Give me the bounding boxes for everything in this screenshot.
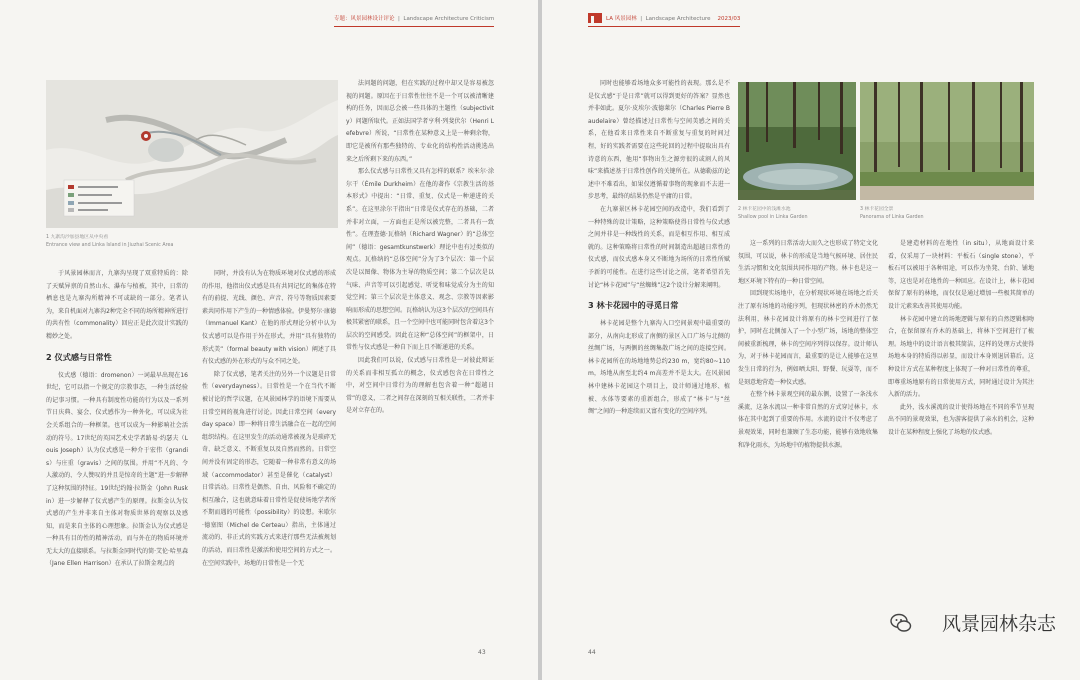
page-number: 44 xyxy=(588,649,596,656)
text-column-1 xyxy=(588,78,730,652)
paragraph: 同时，并没有认为在物质环境对仪式感的形成的作用，他指出仪式感是具有共同记忆的集体在特有的前提、光线、颜色、声音、符号等物质因素要素共同作用下产生的一种情感体验。伊曼努尔·康德（Immanuel Kant）在他的形式理论分析中认为仪式感可以是作用于外在形式，并用“具有独特的形式美”（formal beauty with vision）阐述了具有仪式感的外在形式的与众不同之处。 xyxy=(202,270,336,366)
caption-cn: 2 林卡花园中的浅滩水池 xyxy=(738,207,791,212)
wechat-icon xyxy=(890,612,912,634)
paragraph: 仪式感（德语：dromenon）一词最早出现在16世纪，它可以指一个规定的宗教事态，一种生活经验的记事习惯。一种具有制度性功能的行为以及一系列节日庆典、宴会、仪式感作为一种外化，可以成为社会关系组合的一种框架。也可以成为一种影响社会活动的符号。17世纪的英国艺术史学者路易·约瑟夫（Louis Joseph）认为仪式感是一种介于宏伟（grandis）与庄重（gravis）之间的氛围。并用“不凡的、令人激动的、令人赞叹的并且是惊奇的主题”进一步解释了这种氛围的特征。19世纪约翰·拉斯金（John Ruskin）进一步解释了仪式感产生的原理。拉斯金认为仪式感的产生并非来自主体对物质世界的观察以及感知，而是来自主体的心理想象。拉斯金认为仪式感是一种具有目的性的精神活动，而与外在的物质环境并无太大的直接联系。与拉斯金同时代的简·艾伦·哈里森（Jane Ellen Harrison）在承认了拉斯金观点的 xyxy=(46,371,188,568)
caption-cn: 1 九寨沟沙加县地区从中央看 xyxy=(46,235,109,240)
paragraph: 那么仪式感与日常性又具有怎样的联系？埃米尔·涂尔干（Émile Durkheim）在他的著作《宗教生活的基本形式》中提出：“日常、重复、仪式是一种递进的关系”。在这里涂尔干指出“日常是仪式存在的基础，二者并非对立面，一方面也正是所以被完整，二者具有一致性”。在理查德·瓦格纳（Richard Wagner）的“总体空间”（德语：gesamtkunstwerk）理论中也有过类似的观点。瓦格纳的“总体空间”分为了3个层次：第一个层次是以图像、物体为主导的物质空间；第二个层次是以气味、声音等可以引起感觉、听觉和味觉成分为主的知觉空间；第三个层次是主体意义、观念、宗教等因素影响而形成的思想空间。瓦格纳认为这3个层次的空间具有极其紧密的联系，且一个空间中也可能同时包含着这3个层次的空间感受。因此在这种“总体空间”的框架中，日常性与仪式感是一种自下而上且不断递进的关系。 xyxy=(346,168,494,352)
page-number: 43 xyxy=(478,649,486,656)
paragraph: 林卡花园中建立的场地逻辑与原有的自然逻辑相吻合，在保留原有乔木的基础上，将林下空间进行了梳理。场地中的设计语言极其简洁，这样的处理方式使得场地本身的特质得以彰显，而设计本身则退居幕后。这种设计方式在某种程度上体现了一种对日常性的尊重，即尊重场地原有的日常使用方式，同时通过设计为其注入新的活力。 xyxy=(888,315,1034,399)
paragraph: 于风景园林而言，九寨沟呈现了双重特质的：除了天赋异禀的自然山水、瀑布与植被，其中，日常的栖息也是九寨沟所精神不可或缺的一部分。笔者认为，来自机面对九寨沟2种完全不同的场所精神所进行的共有性（commonality）回应正是此次设计实践的精妙之处。 xyxy=(46,270,188,340)
paragraph: 同时也能够看场地众多可能性的表现。那么是不是仪式感“于是日常”就可以得到更好的答案？显然也并非如此。夏尔·皮埃尔·波德莱尔（Charles Pierre Baudelaire）曾经描述过日常性与空间美感之间的关系，在他看来日常性来自不断重复与重复的时间过程，好的实践者需要在这些轮回的过程中提取出具有诗意的东西，他用“事物出生之源旁很的或割人的风味”来描述基于日常性创作的关键所在。从德勒兹的论述中不难看出，如果仅遵循着事物的现象而不去进一步思考，最终的结果仍然是平庸的日常。 xyxy=(588,80,730,201)
header-rule xyxy=(334,26,494,27)
left-page xyxy=(0,0,538,680)
text-column-2 xyxy=(738,238,878,652)
paragraph: 在整个林卡景观空间的最东侧，设置了一条浅水溪流，这条水流以一种非常自然的方式穿过林卡，水体在其中起到了重要的作用。水流的设计不仅考虑了景观效果，同时也兼顾了生态功能，能够有效地收集和净化雨水，为场地中的植物提供水源。 xyxy=(738,391,878,449)
text-column-3 xyxy=(888,238,1034,604)
section-label: 专题：风景园林设计评论 xyxy=(334,16,395,22)
issue-number: 2023/03 xyxy=(717,16,741,22)
figure-3-caption xyxy=(860,206,1034,222)
text-column-1 xyxy=(46,268,188,652)
figure-2-caption xyxy=(738,206,856,222)
la-logo xyxy=(588,13,602,23)
paragraph: 除了仪式感，笔者关注的另外一个议题是日常性（everydayness）。日常性是一个在当代不断被讨论的哲学议题，在风景园林学的语境下需要从日常空间的视角进行讨论。因此日常空间（everyday space）即一种将日常生活融合在一起的空间组织结构。在这里发生的活动通常被视为是琐碎无奇、缺乏意义、不断重复以及自然而然的。日常空间并没有固定的形态，它随着一种非常有意义的场域（accommodator）甚至是催化（catalyst）日常活动。日常性是偶然、自由、风险和不确定的相互融合，这也就意味着日常性是促使场地学者所不期而遇的可能性（possibility）的设想。米歇尔·德塞图（Michel de Certeau）指出，主体通过流动的、非正式的实践方式来进行那些无法被规划的活动，而日常性是激活和使用空间的方式之一。在空间实践中，场地的日常性是一个无 xyxy=(202,370,336,567)
brand-label: LA 风景园林 xyxy=(606,16,637,22)
paragraph: 这一系列的日常活动大而久之也形成了特定文化氛围，可以说，林卡的形成是当地气候环境、居住民生活习惯和文化氛围共同作用的产物。林卡也是这一地区环境下特有的一种日常空间。 xyxy=(738,240,878,285)
paragraph: 是建造材料的在地性（in situ），从地面设计来看，仅采用了一块材料：平板石（single stone），平板石可以被用于各种用途，可以作为坐凳、台阶、铺地等，这也是对在地性的一种回应。在设计上，林卡花园保留了原有的林地，而仅仅是通过增加一些极其简单的设计元素来改善其使用功能。 xyxy=(888,240,1034,310)
paragraph: 因此我们可以说，仪式感与日常性是一对彼此辩证的关系而非相互孤立的概念，仪式感包含在日常性之中，对空间中日常行为的理解也包含着一种“超越日常”的意义，二者之间存在深刻的互相关联性，二者并非是对立存在的。 xyxy=(346,357,494,415)
text-column-3 xyxy=(346,78,494,652)
section-heading: 3 林卡花园中的寻觅日常 xyxy=(588,300,679,311)
site-map-drawing xyxy=(46,80,338,228)
running-header: 专题：风景园林设计评论 | Landscape Architecture Criticism xyxy=(334,16,495,22)
paragraph: 法问题的问题，但在实践的过程中却又是容易被忽视的问题。原因在于日常性往往不是一个可以被清晰建构的任务，因而总会被一些具体的主题性（subjectivity）问题所取代。正如法国学者亨利·列斐伏尔（Henri Lefebvre）所说，“日常性在某种意义上是一种剩余物，即它是被所有那些独特的、专业化的结构性活动挑选出来之后所剩下来的东西。” xyxy=(346,80,494,163)
watermark-text: 风景园林杂志 xyxy=(941,613,1056,635)
paragraph: 林卡花园是整个九寨沟入口空间景观中最重要的部分，从南向北形成了南侧的景区入口广场与北侧的丝绸广场，与两侧的丝绸集散广场之间的连接空间。林卡花园所在的场地地势总约230 m，宽约80~110 m，场地从南至北约4 m高差并不是太大。在风景园林中建林卡花园这个项目上，设计师通过地形、植被、水体等要素的重新组合，形成了“林卡”与“丝绸”之间的一种连续而又富有变化的空间序列。 xyxy=(588,320,730,416)
paragraph: 在九寨景区林卡花园空间的改造中，我们看到了一种特殊的设计策略，这种策略使得日常性与仪式感之间并非是一种线性的关系，而是相互作用、相互成就的。这种策略将日常性的时间制造出超越日常性的仪式感，而仪式感本身又不断地为场所的日常性所赋予新的可能性。在进行这些讨论之前，笔者希望首先讨论“林卡花园”与“丝蜘蛛”这2个设计分解来阐明。 xyxy=(588,205,730,289)
photo-shallow-pool xyxy=(738,82,856,200)
header-title-en: Landscape Architecture Criticism xyxy=(403,16,495,22)
caption-en: Panorama of Linka Garden xyxy=(860,215,924,220)
header-rule xyxy=(588,26,740,27)
photo-image xyxy=(860,82,1034,200)
photo-image xyxy=(738,82,856,200)
running-header: LA 风景园林 | Landscape Architecture 2023/03 xyxy=(606,16,741,22)
paragraph: 此外，浅水溪流的设计使得场地在不同的季节呈现出不同的景观效果，也为游客提供了亲水的机会，这种设计在某种程度上强化了场地的仪式感。 xyxy=(888,403,1034,436)
text-column-2 xyxy=(202,268,336,652)
right-page xyxy=(542,0,1080,680)
caption-en: Entrance view and Linka Island in Jiuzhai Scenic Area xyxy=(46,243,174,248)
caption-cn: 3 林卡花园全景 xyxy=(860,207,894,212)
caption-en: Shallow pool in Linka Garden xyxy=(738,215,808,220)
paragraph: 回到现实场地中，在分析现状环境在场地之后关注了原有场地的功能序列，但现状林密的乔木仍然无法利用，林卡花园设计将原有的林卡空间进行了保护，同时在北侧加入了一个小型广场，场地的整体空间被重新梳理，林卡的空间序列得以保存。设计师认为，对于林卡花园而言，最重要的是让人能够在这里发生日常的行为，例如晒太阳、野餐、玩耍等，而不是刻意地营造一种仪式感。 xyxy=(738,290,878,386)
figure-1-caption xyxy=(46,234,338,250)
photo-panorama xyxy=(860,82,1034,200)
site-map-figure xyxy=(46,80,338,228)
brand-en: Landscape Architecture xyxy=(645,16,711,22)
section-heading: 2 仪式感与日常性 xyxy=(46,351,112,362)
